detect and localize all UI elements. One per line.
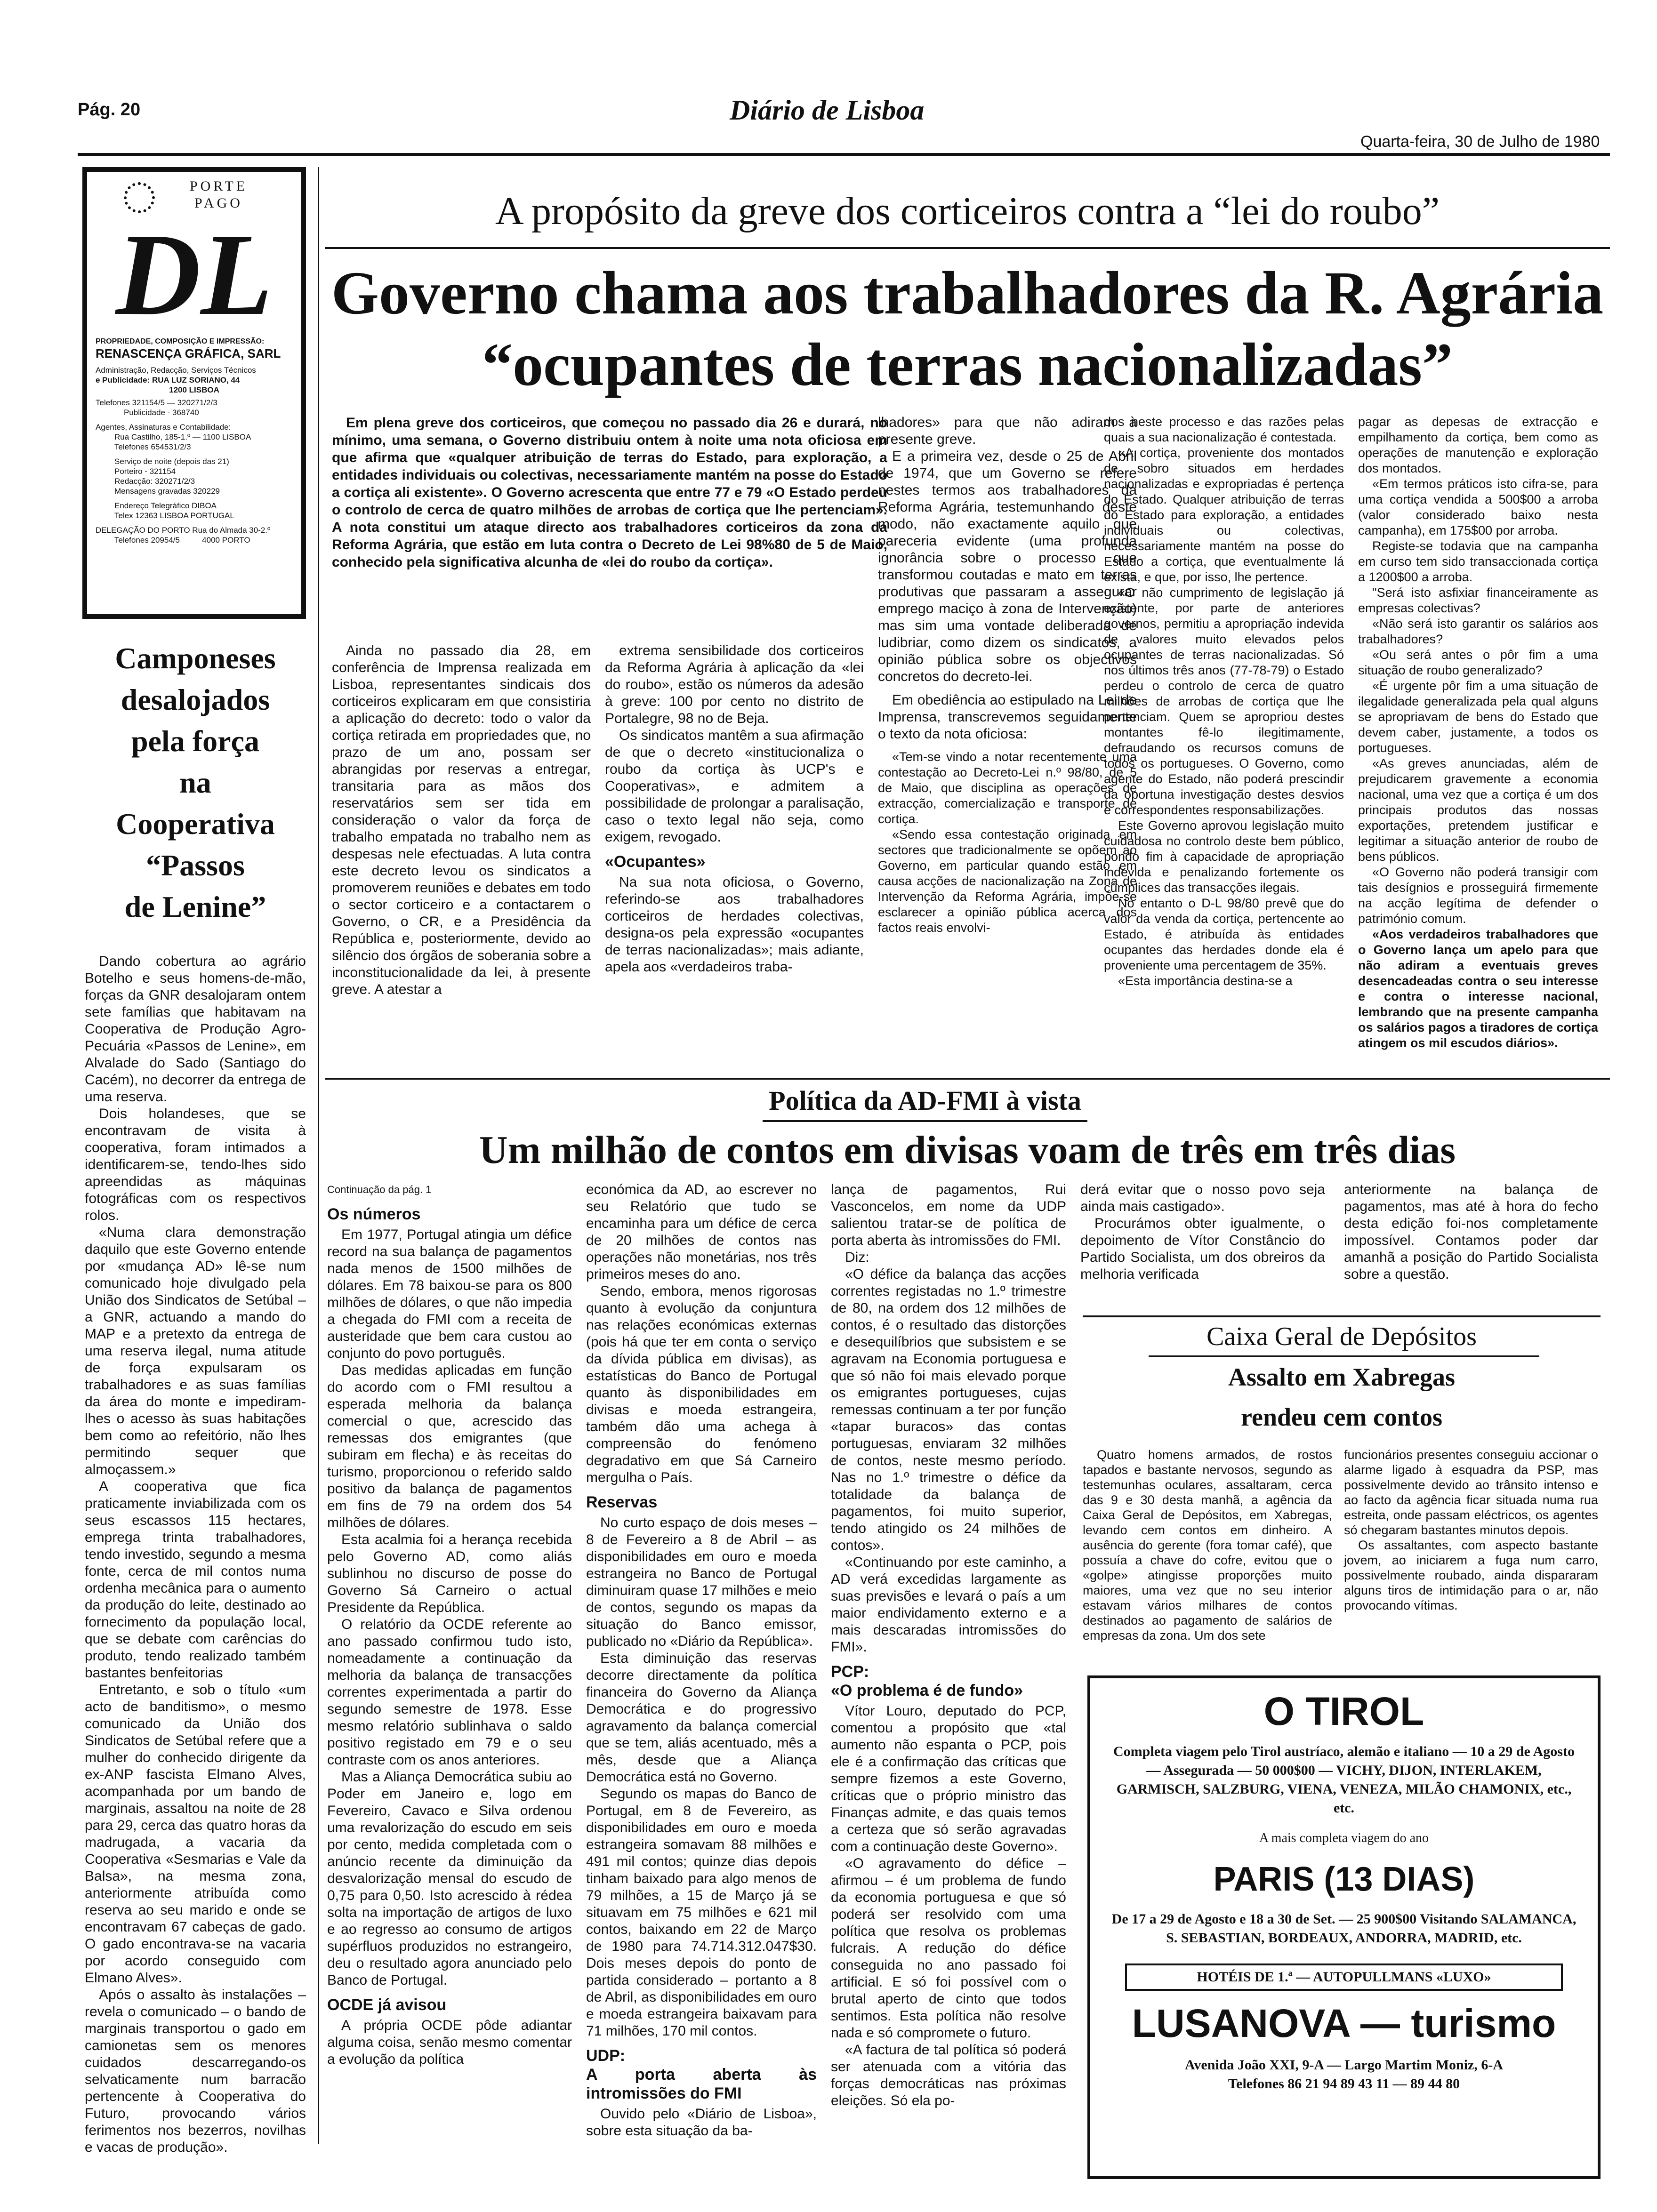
ad-paris-text: De 17 a 29 de Agosto e 18 a 30 de Set. — 25 900$00 Visitando SALAMANCA, S. SEBASTIAN, BORDEAUX, ANDORRA, MADRID, etc. xyxy=(1111,1911,1577,1946)
article2-kicker-rule xyxy=(763,1120,1087,1122)
imprint-line: Telefones 321154/5 — 320271/2/3 xyxy=(96,398,217,407)
side-column-rule xyxy=(318,167,319,2144)
article2-col-5: anteriormente na balança de pagamentos, mas até à hora do fecho desta edição foi-nos completamente impossível. Contamos poder dar amanhã a posição do Partido Socialista sobre a questão. xyxy=(1344,1182,1598,1282)
imprint-line: Redacção: 320271/2/3 xyxy=(114,477,195,486)
article-lead: Em plena greve dos corticeiros, que começou no passado dia 26 e durará, no mínimo, uma semana, o Governo distribuiu ontem à noite uma nota oficiosa em que afirma que «qualquer atribuição de terras do Estado, para exploração, a entidades individuais ou colectivas, necessariamente mantém na posse do Estado a cortiça ali existente». O Governo acrescenta que entre 77 e 79 «O Estado perdeu o controlo de cerca de quatro milhões de arrobas de cortiça que lhe pertenciam». A nota constitui um ataque directo aos trabalhadores corticeiros da zona da Reforma Agrária, que estão em luta contra o Decreto de Lei 98%80 de 5 de Maio, conhecido pela significativa alcunha de «lei do roubo da cortiça». xyxy=(332,415,887,570)
article2-headline: Um milhão de contos em divisas voam de três em três dias xyxy=(479,1128,1456,1172)
company-name: RENASCENÇA GRÁFICA, SARL xyxy=(96,346,281,361)
sun-emblem-icon xyxy=(124,182,155,213)
article2-kicker: Política da AD-FMI à vista xyxy=(769,1085,1081,1116)
ad-subtitle: A mais completa viagem do ano xyxy=(1259,1831,1429,1845)
article-col-5: pagar as depesas de extracção e empilhamento da cortiça, bem como as operações de manutenção e exploração dos montados. «Em termos práticos isto cifra-se, para uma cortiça vendida a 500$00 a arroba (valor considerado baixo nesta campanha), em 175$00 por arroba. Registe-se todavia que na campanha em curso tem sido transaccionada cortiça a 1200$00 a arroba. "Será isto asfixiar financeiramente as empresas colectivas? «Não será isto garantir os salários aos trabalhadores? «Ou será antes o pôr fim a uma situação de roubo generalizado? «É urgente pôr fim a uma situação de ilegalidade generalizada pela qual alguns se apropriavam de bens do Estado que devem caber, justamente, a todos os portugueses. «As greves anunciadas, além de prejudicarem gravemente a economia nacional, uma vez que a cortiça é um dos principais produtos das nossas exportações, pretendem justificar e legitimar a situação anterior de roubo de bens públicos. «O Governo não poderá transigir com tais desígnios e prosseguirá firmemente na acção legítima de defender o património comum. «Aos verdadeiros trabalhadores que o Governo lança um apelo para que não adiram a eventuais greves desencadeadas contra o seu interesse e contra o interesse nacional, lembrando que na presente campanha os salários pagos a tiradores de cortiça atingem os mil escudos diários». xyxy=(1358,415,1598,1050)
article-col-1: Ainda no passado dia 28, em conferência de Imprensa realizada em Lisboa, representantes sindicais dos corticeiros explicaram em que consistiria a aplicação do decreto: todo o valor da cortiça retirada em propriedades que, no prazo de um ano, possam ser abrangidas por reservas a entregar, transitaria para as mãos dos reservatários sem ser tida em consideração o valor da força de trabalho empatada no trabalho nem as despesas nele efectuadas. A luta contra este decreto levou os sindicatos a promoverem reuniões e debates em todo o sector corticeiro e a contactarem o Governo, o CR, e a Presidência da República e, posteriormente, devido ao silêncio dos órgãos de soberania sobre a inconstitucionalidade da lei, à presente greve. A atestar a xyxy=(332,643,591,997)
ad-brand: LUSANOVA — turismo xyxy=(1132,2001,1556,2045)
ad-phones: Telefones 86 21 94 89 43 11 — 89 44 80 xyxy=(1228,2076,1460,2092)
imprint-line: Publicidade - 368740 xyxy=(124,408,199,417)
article-headline-2: “ocupantes de terras nacionalizadas” xyxy=(482,331,1453,399)
imprint-line: Endereço Telegráfico DIBOA xyxy=(114,501,217,510)
imprint-line: Telex 12363 LISBOA PORTUGAL xyxy=(114,511,234,520)
newspaper-logo: Diário de Lisboa xyxy=(730,95,925,126)
article-kicker: A propósito da greve dos corticeiros contra a “lei do roubo” xyxy=(495,189,1440,233)
article-col-4: dos neste processo e das razões pelas quais a sua nacionalização é contestada. «A cortiça, proveniente dos montados de sobro situados em herdades nacionalizadas e expropriadas é pertença do Estado. Qualquer atribuição de terras do Estado para exploração, a entidades individuais ou colectivas, necessariamente mantém na posse do Estado a cortiça, que eventualmente lá exista, e que, por isso, lhe pertence. «O não cumprimento de legislação já existente, por parte de anteriores governos, permitiu a apropriação indevida de valores muito elevados pelos ocupantes de terras nacionalizadas. Só nos últimos três anos (77-78-79) o Estado perdeu o controlo de cerca de quatro milhões de arrobas de cortiça que lhe pertenciam. Quem se apropriou destes montantes fê-lo ilegitimamente, defraudando os recursos comuns de todos os portugueses. O Governo, como agente do Estado, não poderá prescindir da oportuna investigação destes desvios e correspondentes responsabilizações. Este Governo aprovou legislação muito cuidadosa no controlo deste bem público, pondo fim à capacidade de apropriação indevida e penalizando fortemente os cúmplices das transacções ilegais. No entanto o D-L 98/80 prevê que do valor da venda da cortiça, pertencente ao Estado, é atribuída às entidades ocupantes das herdades donde ela é proveniente uma percentagem de 35%. «Esta importância destina-se a xyxy=(1104,415,1344,988)
kicker-rule xyxy=(325,247,1610,249)
article-col-2: extrema sensibilidade dos corticeiros da Reforma Agrária à aplicação da «lei do roubo», estão os números da adesão à greve: 100 por cento no distrito de Portalegre, 98 no de Beja. Os sindicatos mantêm a sua afirmação de que o decreto «institucionaliza o roubo da cortiça às UCP's e Cooperativas», e admitem a possibilidade de prolongar a paralisação, caso o texto legal não seja, como exigem, revogado. «Ocupantes» Na sua nota oficiosa, o Governo, referindo-se aos trabalhadores corticeiros de herdades colectivas, designa-os pela expressão «ocupantes de terras nacionalizadas»; mais adiante, apela aos «verdadeiros traba- xyxy=(605,643,864,975)
issue-date: Quarta-feira, 30 de Julho de 1980 xyxy=(1360,133,1600,151)
article3-col-1: Quatro homens armados, de rostos tapados e bastante nervosos, segundo as testemunhas oculares, assaltaram, cerca das 9 e 30 desta manhã, a agência da Caixa Geral de Depósitos, em Xabregas, levando cem contos em dinheiro. A ausência do gerente (fora tomar café), que possuía a chave do cofre, evitou que o «golpe» atingisse proporções muito maiores, uma vez que no seu interior estavam vários milhares de contos destinados ao pagamento de salários de empresas da zona. Um dos sete xyxy=(1083,1448,1332,1643)
side-headline: Camponeses desalojados pela força na Cooperativa “Passos de Lenine” xyxy=(115,641,276,923)
pago-label: PAGO xyxy=(194,195,243,211)
article3-kicker-rule xyxy=(1149,1355,1539,1357)
ad-tirol-text: Completa viagem pelo Tirol austríaco, alemão e italiano — 10 a 29 de Agosto — Assegurada — 50 000$00 — VICHY, DIJON, INTERLAKEM, GARMISCH, SALZBURG, VIENA, VENEZA, MILÃO CHAMONIX, etc., etc. xyxy=(1113,1744,1575,1816)
imprint-line: Serviço de noite (depois das 21) xyxy=(114,457,229,466)
article2-col-3: lança de pagamentos, Rui Vasconcelos, em nome da UDP salientou tratar-se de política de porta aberta às intromissões do FMI. Diz: «O défice da balança das acções correntes registadas no 1.º trimestre de 80, na ordem dos 12 milhões de contos, é o resultado das distorções e desequilíbrios que subsistem e se agravam na Economia portuguesa e que só não foi mais elevado porque os emigrantes portugueses, cujas remessas continuam a ter por função «tapar buracos» das contas portuguesas, enviaram 32 milhões de contos, neste mesmo período. Nas no 1.º trimestre o défice da totalidade da balança de pagamentos, foi muito superior, tendo atingido os 24 milhões de contos». «Continuando por este caminho, a AD verá excedidas largamente as suas previsões e levará o país a um maior endividamento externo e a mais descaradas intromissões do FMI». PCP: «O problema é de fundo» Vítor Louro, deputado do PCP, comentou a propósito que «tal aumento não espanta o PCP, pois ele é a confirmação das críticas que sempre fizemos a este Governo, críticas que o próprio ministro das Finanças admite, e das quais temos a certeza que só serão agravadas com a continuação deste Governo». «O agravamento do défice – afirmou – é um problema de fundo da economia portuguesa e que só poderá ser resolvido com uma política que resolva os problemas fulcrais. A redução do défice conseguida no ano passado foi artificial. E só foi possível com o brutal aperto de cinto que todos sentimos. Esta política não resolve nada e só compromete o futuro. «A factura de tal política só poderá ser atenuada com a vitória das forças democráticas nas próximas eleições. Só ela po- xyxy=(831,1182,1066,2108)
article3-kicker: Caixa Geral de Depósitos xyxy=(1207,1322,1477,1351)
article2-col-2: económica da AD, ao escrever no seu Relatório que tudo se encaminha para um défice de cerca de 20 milhões de contos nas operações não monetárias, nos três primeiros meses do ano. Sendo, embora, menos rigorosas quanto à evolução da conjuntura nas relações económicas externas (pois há que ter em conta o serviço da dívida pública em divisas), as estatísticas do Banco de Portugal quanto às disponibilidades em divisas e moeda estrangeira, também dão uma achega à compreensão do fenómeno degradativo em que Sá Carneiro mergulha o País. Reservas No curto espaço de dois meses – 8 de Fevereiro a 8 de Abril – as disponibilidades em ouro e moeda estrangeira no Banco de Portugal diminuiram quase 17 milhões e meio de contos, segundo os mapas da situação do Banco emissor, publicado no «Diário da República». Esta diminuição das reservas decorre directamente da política financeira do Governo da Aliança Democrática e do progressivo agravamento da balança comercial que se tem, aliás acentuado, mês a mês, desde que a Aliança Democrática está no Governo. Segundo os mapas do Banco de Portugal, em 8 de Fevereiro, as disponibilidades em ouro e moeda estrangeira somavam 88 milhões e 491 mil contos; quinze dias depois tinham baixado para algo menos de 79 milhões, a 15 de Março já se situavam em 75 milhões e 621 mil contos, baixando em 22 de Março de 1980 para 74.714.312.047$30. Dois meses depois do ponto de partida considerado – portanto a 8 de Abril, as disponibilidades em ouro e moeda estrangeira baixavam para 71 milhões, 170 mil contos. UDP: A porta aberta às intromissões do FMI Ouvido pelo «Diário de Lisboa», sobre esta situação da ba- xyxy=(586,1182,817,2139)
article3-col-2: funcionários presentes conseguiu accionar o alarme ligado à esquadra da PSP, mas possivelmente devido ao trânsito intenso e ao facto da agência ficar situada numa rua estreita, onde passam eléctricos, os agentes só chegaram bastantes minutos depois. Os assaltantes, com aspecto bastante jovem, ao iniciarem a fuga num carro, possivelmente roubado, ainda dispararam alguns tiros de intimidação para o ar, não provocando vítimas. xyxy=(1344,1448,1598,1612)
ad-hotels-box: HOTÉIS DE 1.ª — AUTOPULLMANS «LUXO» xyxy=(1125,1964,1563,1991)
imprint-line: Telefones 20954/5 4000 PORTO xyxy=(114,536,250,545)
article-col-3: lhadores» para que não adiram à presente greve. E a primeira vez, desde o 25 de Abril de 1974, que um Governo se refere nestes termos aos trabalhadores da Reforma Agrária, testemunhando deste modo, não exactamente aquilo que pareceria evidente (uma profunda ignorância sobre o processo que transformou coutadas e mato em terras produtivas que passaram a assegurar emprego maciço à zona de Intervenção) mas sim uma vontade deliberada de ludibriar, como dizem os sindicatos, a opinião pública sobre os objectivos concretos do decreto-lei. Em obediência ao estipulado na Lei de Imprensa, transcrevemos seguidamente o texto da nota oficiosa: «Tem-se vindo a notar recentemente uma contestação ao Decreto-Lei n.º 98/80, de 5 de Maio, que disciplina as operações de extracção, comercialização e transporte de cortiça. «Sendo essa contestação originada em sectores que tradicionalmente se opõem ao Governo, em particular quando estão em causa acções de nacionalização na Zona de Intervenção da Reforma Agrária, impõe-se esclarecer a opinião pública acerca dos factos reais envolvi- xyxy=(878,415,1137,935)
ad-paris: PARIS (13 DIAS) xyxy=(1213,1860,1475,1898)
imprint-box xyxy=(82,167,306,619)
ad-address: Avenida João XXI, 9-A — Largo Martim Moniz, 6-A xyxy=(1184,2057,1504,2073)
imprint-line: e Publicidade: RUA LUZ SORIANO, 44 xyxy=(96,376,240,385)
subheading: «Ocupantes» xyxy=(605,853,706,871)
article-headline: Governo chama aos trabalhadores da R. Agrária xyxy=(331,259,1604,327)
imprint-line: Telefones 654531/2/3 xyxy=(114,442,191,451)
article2-col-1: Continuação da pág. 1 Os números Em 1977, Portugal atingia um défice record na sua balança de pagamentos nada menos de 1500 milhões de dólares. Em 78 baixou-se para os 800 milhões de dólares, o que não impedia a chegada do FMI com a receita de austeridade que bem cara custou ao conjunto do povo português. Das medidas aplicadas em função do acordo com o FMI resultou a esperada melhoria da balança comercial o que, acrescido das remessas dos emigrantes (que subiram em flecha) e às receitas do turismo, proporcionou o referido saldo positivo da balança de pagamentos em fins de 79 na ordem dos 54 milhões de dólares. Esta acalmia foi a herança recebida pelo Governo AD, como aliás sublinhou no discurso de posse do Governo Sá Carneiro o actual Presidente da República. O relatório da OCDE referente ao ano passado confirmou tudo isto, nomeadamente a continuação da melhoria da balança de transacções correntes experimentada a partir do segundo semestre de 1978. Esse mesmo relatório sublinhava o saldo positivo registado em 79 e o seu contraste com os anos anteriores. Mas a Aliança Democrática subiu ao Poder em Janeiro e, logo em Fevereiro, Cavaco e Silva ordenou uma revalorização do escudo em seis por cento, medida completada com o anúncio recente da diminuição da desvalorização mensal do escudo de 0,75 para 0,50. Isto acrescido à rédea solta na importação de artigos de luxo e ao regresso ao consumo de artigos supérfluos produzidos no estrangeiro, deu o resultado agora anunciado pelo Banco de Portugal. OCDE já avisou A própria OCDE pôde adiantar alguma coisa, senão mesmo comentar a evolução da política xyxy=(327,1181,572,2203)
imprint-line: Rua Castilho, 185-1.º — 1100 LISBOA xyxy=(114,433,251,441)
imprint-line: Porteiro - 321154 xyxy=(114,467,176,476)
article3-headline: Assalto em Xabregas xyxy=(1228,1363,1455,1391)
porte-label: PORTE xyxy=(190,178,248,194)
imprint-line: Agentes, Assinaturas e Contabilidade: xyxy=(96,423,231,432)
section-rule xyxy=(325,1078,1610,1080)
imprint-line: Administração, Redacção, Serviços Técnicos xyxy=(96,366,256,375)
owner-label: PROPRIEDADE, COMPOSIÇÃO E IMPRESSÃO: xyxy=(96,337,265,345)
imprint-line: 1200 LISBOA xyxy=(169,385,219,394)
article2-col-4: derá evitar que o nosso povo seja ainda mais castigado». Procurámos obter igualmente, o depoimento de Vítor Constâncio do Partido Socialista, um dos obreiros da melhoria verificada xyxy=(1080,1182,1325,1282)
imprint-line: DELEGAÇÃO DO PORTO Rua do Almada 30-2.º xyxy=(96,526,271,535)
ad-title: O TIROL xyxy=(1263,1689,1424,1733)
dl-monogram: DL xyxy=(115,209,273,340)
imprint-line: Mensagens gravadas 320229 xyxy=(114,487,220,496)
article3-headline-2: rendeu cem contos xyxy=(1241,1403,1442,1431)
article3-top-rule xyxy=(1083,1315,1601,1317)
side-article-body: Dando cobertura ao agrário Botelho e seus homens-de-mão, forças da GNR desalojaram ontem sete famílias que habitavam na Cooperativa de Produção Agro-Pecuária «Passos de Lenine», em Alvalade do Sado (Santiago do Cacém), no decorrer da entrega de uma reserva. Dois holandeses, que se encontravam de visita à cooperativa, foram intimados a identificarem-se, tendo-lhes sido apreendidas as máquinas fotográficas com os respectivos rolos. «Numa clara demonstração daquilo que este Governo entende por «mudança AD» lê-se num comunicado hoje divulgado pela União dos Sindicatos de Setúbal – a GNR, actuando a mando do MAP e a pretexto da entrega de uma reserva ilegal, numa atitude de força expulsaram os trabalhadores e as suas famílias da área do monte e impediram-lhes o acesso às suas habitações bem como ao refeitório, não lhes permitindo sequer que almoçassem.» A cooperativa que fica praticamente inviabilizada com os seus escassos 115 hectares, emprega trinta trabalhadores, tendo investido, segundo a mesma fonte, cerca de mil contos numa ordenha mecânica para o aumento da produção do leite, destinado ao fornecimento da população local, que se debate com carências do produto, tendo realizado também bastantes benfeitorias Entretanto, e sob o título «um acto de banditismo», o mesmo comunicado da União dos Sindicatos de Setúbal refere que a mulher do conhecido dirigente da ex-ANP fascista Elmano Alves, acompanhada por um bando de marginais, assaltou na noite de 28 para 29, cerca das quatro horas da madrugada, a vacaria da Cooperativa «Sesmarias e Vale da Balsa», na mesma zona, anteriormente atribuída como reserva ao seu marido e onde se encontravam 67 cabeças de gado. O gado encontrava-se na vacaria por acordo conseguido com Elmano Alves». Após o assalto às instalações – revela o comunicado – o bando de marginais transportou o gado em camionetas sem os menores cuidados descarregando-os selvaticamente num barracão pertencente à Cooperativa do Futuro, provocando vários ferimentos nos bezerros, novilhas e vacas de produção». xyxy=(85,954,306,2155)
page-number: Pág. 20 xyxy=(78,100,141,120)
masthead-rule xyxy=(78,153,1610,156)
continuation-note: Continuação da pág. 1 xyxy=(327,1184,432,1195)
travel-advertisement xyxy=(1087,1675,1601,2179)
